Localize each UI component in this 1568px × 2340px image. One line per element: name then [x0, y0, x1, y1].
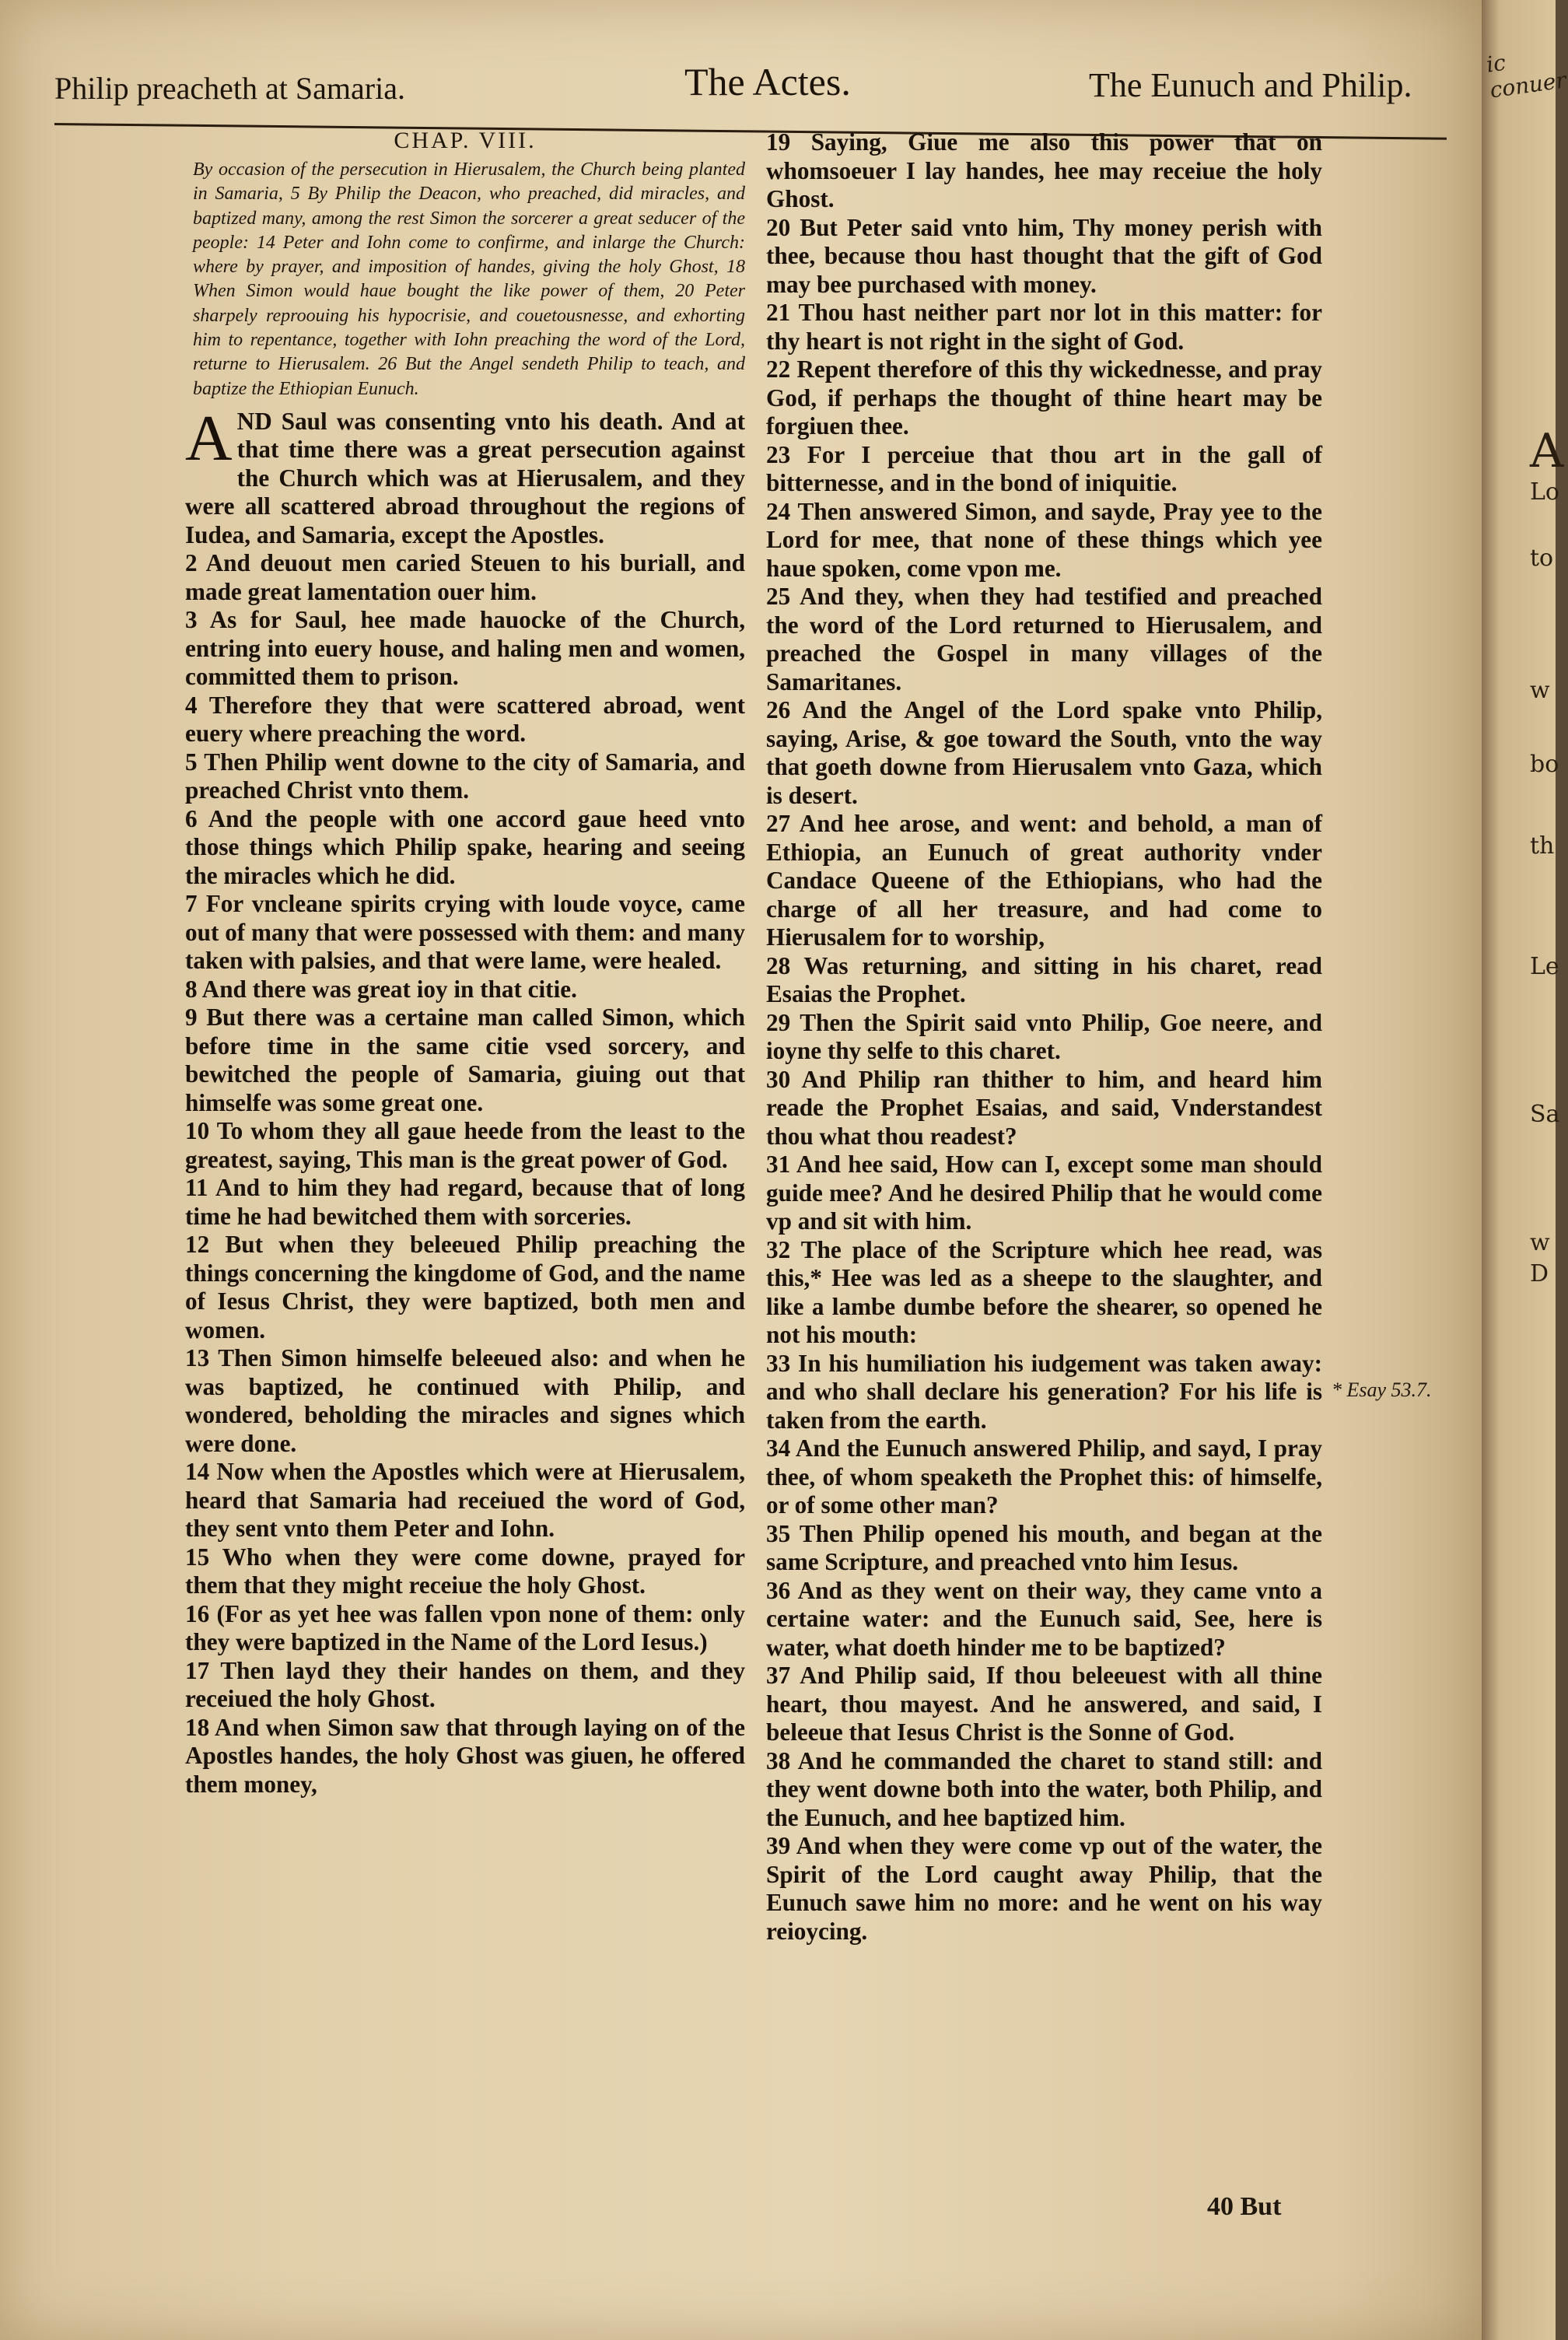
edge-fragment: A	[1530, 424, 1564, 478]
verse: 30 And Philip ran thither to him, and heard him reade the Prophet Esaias, and said, Vnderstandest thou what thou readest?	[766, 1065, 1322, 1150]
chapter-title: CHAP. VIII.	[394, 128, 537, 153]
header-left-title: Philip preacheth at Samaria.	[54, 71, 405, 106]
verse: 31 And hee said, How can I, except some man should guide mee? And he desired Philip that he would come vp and sit with him.	[766, 1151, 1322, 1235]
verse: 7 For vncleane spirits crying with loude voyce, came out of many that were possessed with them: and many taken with palsies, and that were lame, were healed.	[185, 890, 745, 975]
verse: AND Saul was consenting vnto his death. And at that time there was a great persecution against the Church which was at Hierusalem, and they were all scattered abroad throughout the regions of Iudea, and Samaria, except the Apostles.	[185, 401, 745, 548]
edge-fragment: Lo	[1530, 478, 1559, 506]
edge-fragment: Le	[1530, 953, 1559, 980]
verse: 24 Then answered Simon, and sayde, Pray yee to the Lord for mee, that none of these things which yee haue spoken, come vpon me.	[766, 497, 1322, 582]
verse: 28 Was returning, and sitting in his charet, read Esaias the Prophet.	[766, 951, 1322, 1007]
verse: 13 Then Simon himselfe beleeued also: and when he was baptized, he continued with Philip, and wondered, beholding the miracles and signes which were done.	[185, 1344, 745, 1457]
verse: 32 The place of the Scripture which hee read, was this,* Hee was led as a sheepe to the slaughter, and like a lambe dumbe before the shearer, so opened he not his mouth:	[766, 1235, 1322, 1348]
verse: 36 And as they went on their way, they came vnto a certaine water: and the Eunuch said, See, here is water, what doeth hinder me to be baptized?	[766, 1576, 1322, 1661]
verse: 6 And the people with one accord gaue heed vnto those things which Philip spake, hearing and seeing the miracles which he did.	[185, 804, 745, 889]
adjacent-page-edge	[1482, 0, 1568, 2340]
edge-fragment: th	[1530, 832, 1555, 860]
left-column	[185, 128, 745, 1799]
verse: 34 And the Eunuch answered Philip, and sayd, I pray thee, of whom speaketh the Prophet this: of himselfe, or of some other man?	[766, 1434, 1322, 1519]
verse: 16 (For as yet hee was fallen vpon none of them: only they were baptized in the Name of the Lord Iesus.)	[185, 1599, 745, 1656]
edge-fragment: w	[1530, 1229, 1550, 1256]
verse: 19 Saying, Giue me also this power that on whomsoeuer I lay handes, hee may receiue the holy Ghost.	[766, 128, 1322, 212]
verse: 17 Then layd they their handes on them, and they receiued the holy Ghost.	[185, 1656, 745, 1713]
verse: 14 Now when the Apostles which were at Hierusalem, heard that Samaria had receiued the word of God, they sent vnto them Peter and Iohn.	[185, 1458, 745, 1543]
verse: 29 Then the Spirit said vnto Philip, Goe neere, and ioyne thy selfe to this charet.	[766, 1008, 1322, 1064]
verse: 25 And they, when they had testified and preached the word of the Lord returned to Hierusalem, and preached the Gospel in many villages of the Samaritanes.	[766, 583, 1322, 695]
verse: 4 Therefore they that were scattered abroad, went euery where preaching the word.	[185, 691, 745, 748]
chapter-summary: By occasion of the persecution in Hierusalem, the Church being planted in Samaria, 5 By Philip the Deacon, who preached, did miracles, and baptized many, among the rest Simon the sorcerer a great seducer of the people: 14 Peter and Iohn come to confirme, and inlarge the Church: where by prayer, and imposition of handes, giving the holy Ghost, 18 When Simon would haue bought the like power of them, 20 Peter sharpely reproouing his hypocrisie, and couetousnesse, and exhorting him to repentance, together with Iohn preaching the word of the Lord, returne to Hierusalem. 26 But the Angel sendeth Philip to teach, and baptize the Ethiopian Eunuch.	[193, 159, 745, 399]
verse: 3 As for Saul, hee made hauocke of the Church, entring into euery house, and haling men and women, committed them to prison.	[185, 606, 745, 691]
edge-fragment: w	[1530, 677, 1550, 704]
verse: 9 But there was a certaine man called Simon, which before time in the same citie vsed sorcery, and bewitched the people of Samaria, giuing out that himselfe was some great one.	[185, 1004, 745, 1116]
verse: 12 But when they beleeued Philip preaching the things concerning the kingdome of God, and the name of Iesus Christ, they were baptized, both men and women.	[185, 1231, 745, 1343]
catchword: 40 But	[1207, 2192, 1282, 2221]
verse: 10 To whom they all gaue heede from the least to the greatest, saying, This man is the great power of God.	[185, 1117, 745, 1173]
verse: 11 And to him they had regard, because that of long time he had bewitched them with sorceries.	[185, 1174, 745, 1230]
margin-note: * Esay 53.7.	[1332, 1378, 1432, 1401]
verse: 15 Who when they were come downe, prayed for them that they might receiue the holy Ghost.	[185, 1543, 745, 1599]
verse: 23 For I perceiue that thou art in the gall of bitternesse, and in the bond of iniquitie.	[766, 440, 1322, 496]
header-book-title: The Actes.	[684, 60, 851, 103]
verse: 35 Then Philip opened his mouth, and began at the same Scripture, and preached vnto him Iesus.	[766, 1519, 1322, 1575]
edge-fragment: bo	[1530, 751, 1559, 778]
edge-fragment: ic conuer	[1484, 49, 1568, 103]
verse: 39 And when they were come vp out of the water, the Spirit of the Lord caught away Philip, that the Eunuch sawe him no more: and he went on his way reioycing.	[766, 1832, 1322, 1945]
edge-fragment: Sa	[1530, 1101, 1560, 1128]
verse: 38 And he commanded the charet to stand still: and they went downe both into the water, both Philip, and the Eunuch, and hee baptized him.	[766, 1746, 1322, 1831]
verse: 37 And Philip said, If thou beleeuest with all thine heart, thou mayest. And he answered, and said, I beleeue that Iesus Christ is the Sonne of God.	[766, 1662, 1322, 1746]
verse: 8 And there was great ioy in that citie.	[185, 975, 577, 1003]
running-header	[54, 54, 1447, 132]
verse: 2 And deuout men caried Steuen to his buriall, and made great lamentation ouer him.	[185, 549, 745, 605]
verse: 27 And hee arose, and went: and behold, a man of Ethiopia, an Eunuch of great authority vnder Candace Queene of the Ethiopians, who had the charge of all her treasure, and had come to Hierusalem for to worship,	[766, 810, 1322, 951]
verse: 33 In his humiliation his iudgement was taken away: and who shall declare his generation? For his life is taken from the earth.	[766, 1349, 1322, 1434]
header-right-title: The Eunuch and Philip.	[1089, 66, 1412, 104]
verse: 21 Thou hast neither part nor lot in this matter: for thy heart is not right in the sight of God.	[766, 299, 1322, 355]
verse: 18 And when Simon saw that through laying on of the Apostles handes, the holy Ghost was giuen, he offered them money,	[185, 1713, 745, 1798]
edge-fragment: to	[1530, 545, 1554, 572]
verse: 26 And the Angel of the Lord spake vnto Philip, saying, Arise, & goe toward the South, vnto the way that goeth downe from Hierusalem vnto Gaza, which is desert.	[766, 696, 1322, 809]
verse: 22 Repent therefore of this thy wickednesse, and pray God, if perhaps the thought of thine heart may be forgiuen thee.	[766, 356, 1322, 440]
verse: 20 But Peter said vnto him, Thy money perish with thee, because thou hast thought that the gift of God may bee purchased with money.	[766, 213, 1322, 298]
drop-cap: A	[185, 401, 233, 475]
edge-fragment: D	[1530, 1260, 1549, 1287]
verse: 5 Then Philip went downe to the city of Samaria, and preached Christ vnto them.	[185, 748, 745, 804]
right-column	[766, 128, 1322, 1946]
